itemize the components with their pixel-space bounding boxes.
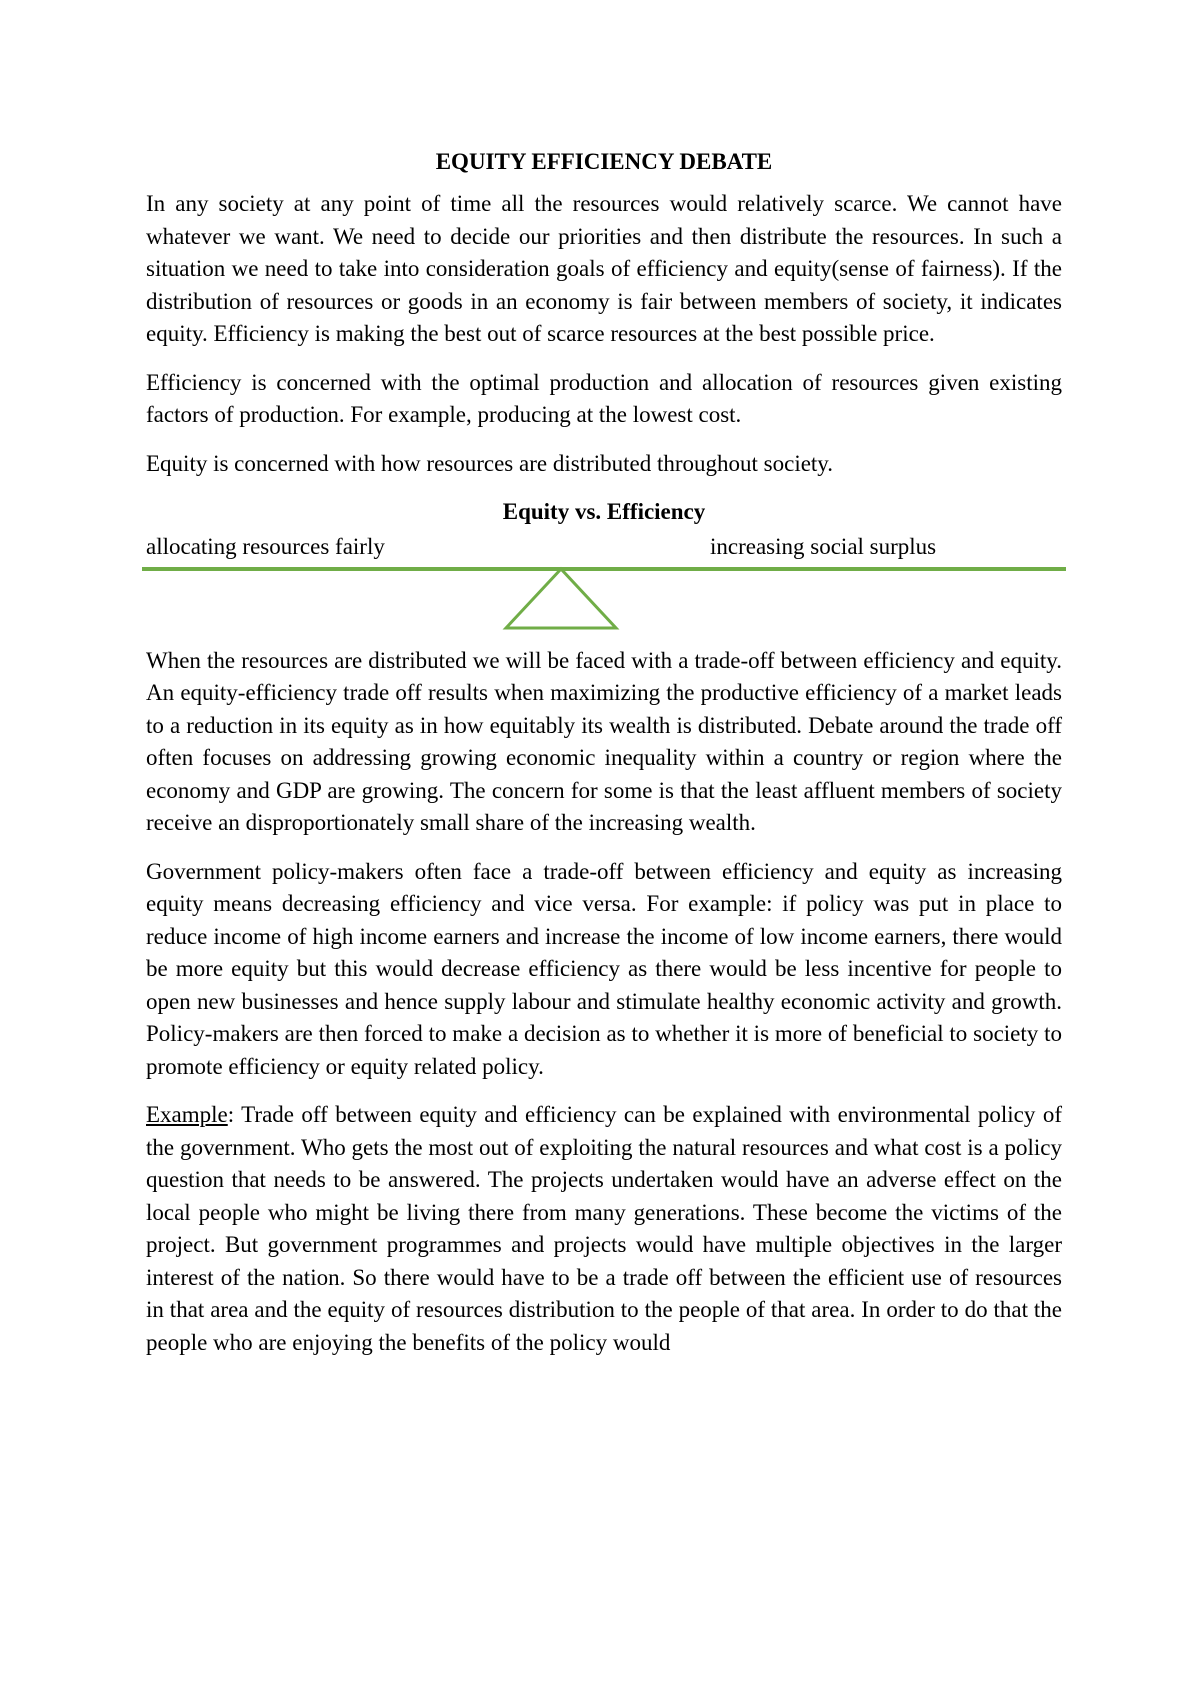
diagram-right-label: increasing social surplus [710, 533, 937, 559]
intro-paragraph-2: Efficiency is concerned with the optimal production and allocation of resources given existing factors of production. For example, producing at the lowest cost. [146, 369, 1062, 427]
document-title: EQUITY EFFICIENCY DEBATE [435, 149, 773, 174]
example-label: Example [146, 1102, 228, 1127]
example-paragraph [146, 1099, 1062, 1359]
diagram-left-label: allocating resources fairly [146, 533, 385, 559]
body-paragraph-2: Government policy-makers often face a trade-off between efficiency and equity as increasing equity means decreasing efficiency and vice versa. For example: if policy was put in place to reduce income of high income earners and increase the income of low income earners, there would be more equity but this would decrease efficiency as there would be less incentive for people to open new businesses and hence supply labour and stimulate healthy economic activity and growth. Policy-makers are then forced to make a decision as to whether it is more of beneficial to society to promote efficiency or equity related policy. [146, 858, 1062, 1079]
seesaw-fulcrum [506, 569, 616, 628]
intro-paragraph-1: In any society at any point of time all the resources would relatively scarce. We cannot have whatever we want. We need to decide our priorities and then distribute the resources. In such a situation we need to take into consideration goals of efficiency and equity(sense of fairness). If the distribution of resources or goods in an economy is fair between members of society, it indicates equity. Efficiency is making the best out of scarce resources at the best possible price. [146, 191, 1062, 346]
diagram-title: Equity vs. Efficiency [502, 499, 706, 524]
example-text: : Trade off between equity and efficiency can be explained with environmental policy of the government. Who gets the most out of exploiting the natural resources and what cost is a policy question that needs to be answered. The projects undertaken would have an adverse effect on the local people who might be living there from many generations. These become the victims of the project. But government programmes and projects would have multiple objectives in the larger interest of the nation. So there would have to be a trade off between the efficient use of resources in that area and the equity of resources distribution to the people of that area. In order to do that the people who are enjoying the benefits of the policy would [146, 1102, 1062, 1355]
seesaw-graphic [140, 531, 1070, 639]
intro-paragraph-3: Equity is concerned with how resources are distributed throughout society. [146, 450, 834, 476]
body-paragraph-1: When the resources are distributed we will be faced with a trade-off between efficiency and equity. An equity-efficiency trade off results when maximizing the productive efficiency of a market leads to a reduction in its equity as in how equitably its wealth is distributed. Debate around the trade off often focuses on addressing growing economic inequality within a country or region where the economy and GDP are growing. The concern for some is that the least affluent members of society receive an disproportionately small share of the increasing wealth. [146, 647, 1062, 835]
seesaw-diagram [146, 531, 1062, 639]
document-content [146, 146, 1062, 1375]
